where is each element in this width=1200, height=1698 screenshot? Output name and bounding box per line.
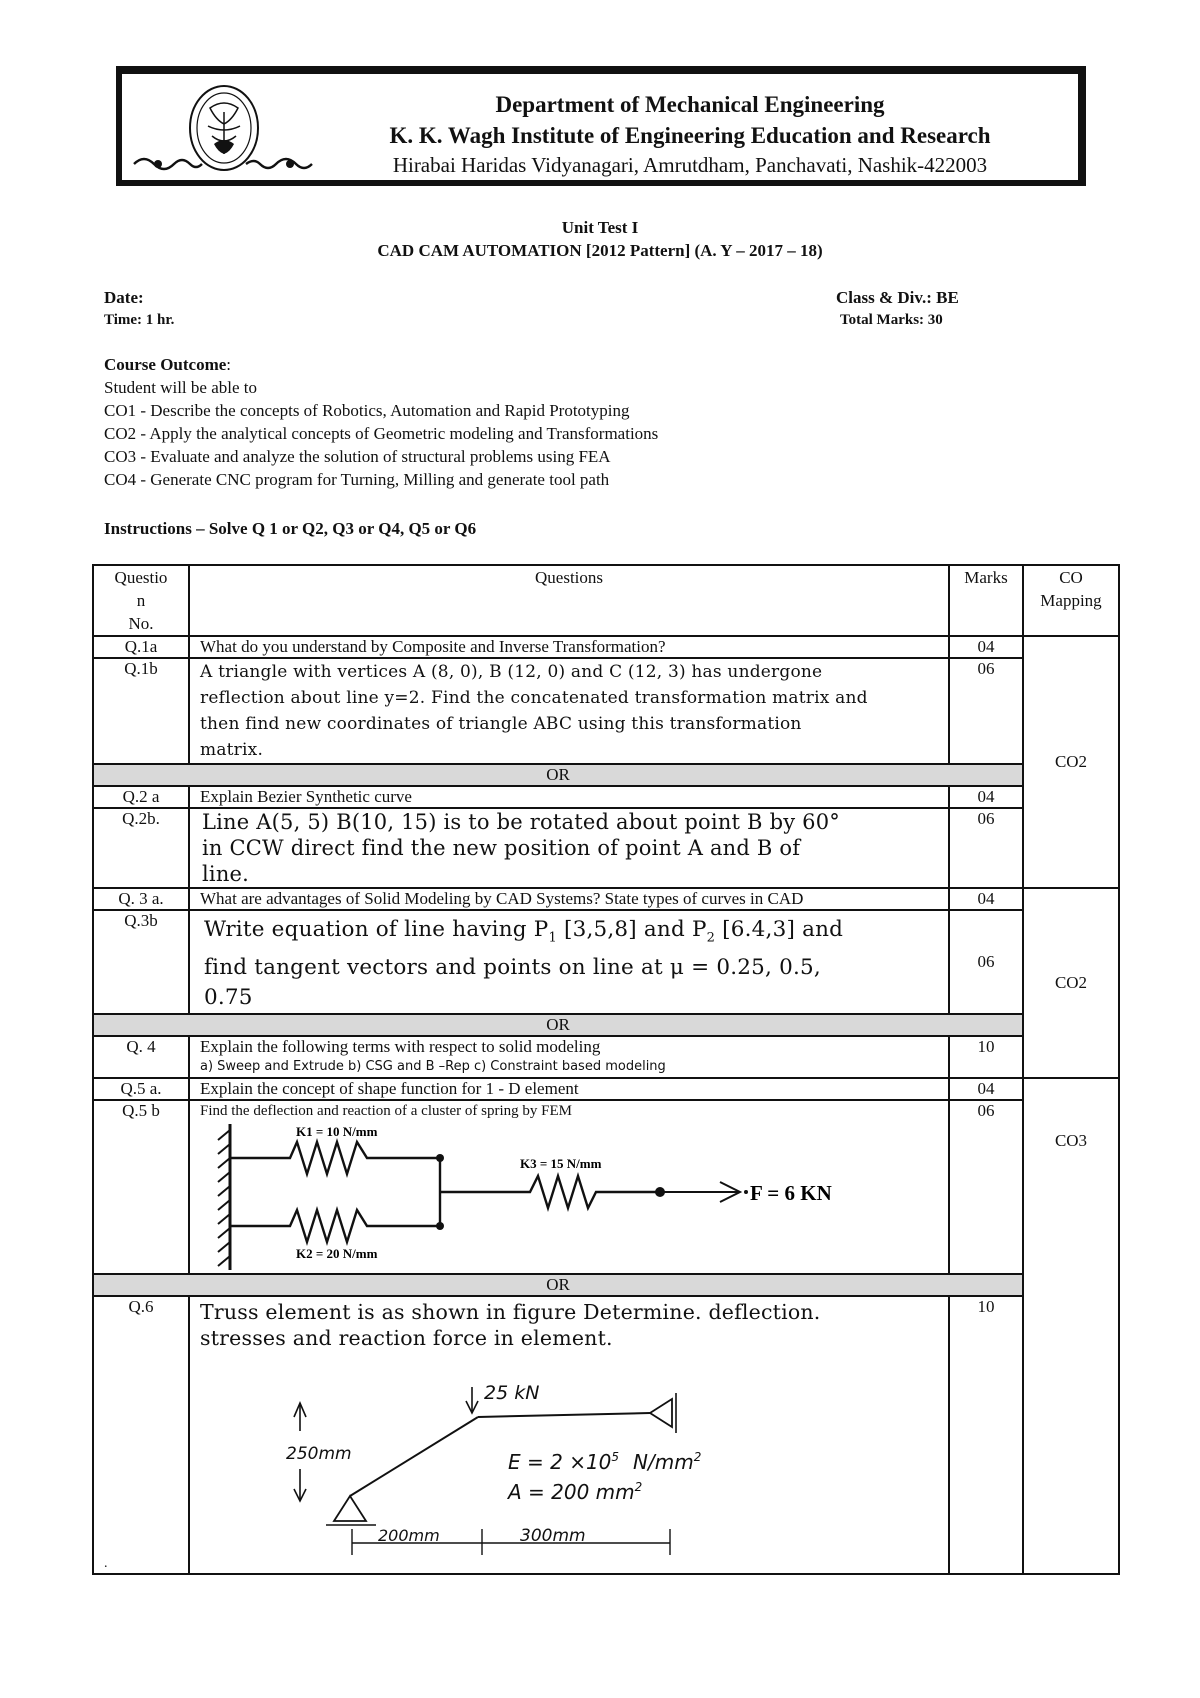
course-outcome-heading: Course Outcome: (104, 355, 232, 374)
time-label: Time: 1 hr. (104, 312, 175, 328)
institute-logo (128, 78, 318, 182)
date-label: Date: (104, 288, 144, 307)
exam-subject: CAD CAM AUTOMATION [2012 Pattern] (A. Y – 2017 – 18) (377, 241, 823, 260)
table-row: Q. 3 a. What are advantages of Solid Modeling by CAD Systems? State types of curves in CAD 04 CO2 (93, 888, 1119, 910)
co-mapping-cell: CO2 (1023, 888, 1119, 1078)
course-outcome-item: CO1 - Describe the concepts of Robotics, Automation and Rapid Prototyping (104, 401, 630, 420)
k3-label: K3 = 15 N/mm (520, 1156, 602, 1172)
course-outcome-intro: Student will be able to (104, 378, 257, 397)
or-row: OR (93, 1274, 1119, 1296)
department-name: Department of Mechanical Engineering (495, 92, 885, 117)
table-row: Q.1a What do you understand by Composite and Inverse Transformation? 04 CO2 (93, 636, 1119, 658)
k2-label: K2 = 20 N/mm (296, 1246, 378, 1262)
or-row: OR (93, 1014, 1119, 1036)
table-row: Q.5 b Find the deflection and reaction of a cluster of spring by FEM K1 = 10 N/mm K2 = 20 N/mm K3 = 15 N/mm F = 6 KN 06 (93, 1100, 1119, 1274)
co-mapping-cell: CO3 (1023, 1078, 1119, 1574)
table-row: Q.2b. Line A(5, 5) B(10, 15) is to be rotated about point B by 60° in CCW direct find the new position of point A and B of line. 06 (93, 808, 1119, 888)
spring-cluster-figure (200, 1120, 900, 1270)
exam-title: Unit Test I (561, 218, 639, 237)
question-3b-text: Write equation of line having $P_1$ [3,5,8] and $P_2$ [6.4,3] and find tangent vectors and points on line at μ = 0.25, 0.5, 0.75 (189, 910, 949, 1014)
or-row: OR (93, 764, 1119, 786)
header-questions: Questions (189, 565, 949, 636)
header-question-no: Questio n No. (93, 565, 189, 636)
height-label: 250mm (286, 1444, 352, 1465)
table-row: Q.3b Write equation of line having $P_1$ [3,5,8] and $P_2$ [6.4,3] and find tangent vectors and points on line at μ = 0.25, 0.5, 0.75 06 (93, 910, 1119, 1014)
institute-address: Hirabai Haridas Vidyanagari, Amrutdham, Panchavati, Nashik-422003 (392, 153, 988, 177)
dim-200-label: 200mm (378, 1526, 440, 1546)
force-label: F = 6 KN (750, 1181, 832, 1206)
header-marks: Marks (949, 565, 1023, 636)
marks-label: Total Marks: 30 (840, 312, 943, 328)
table-row: Q.2 a Explain Bezier Synthetic curve 04 (93, 786, 1119, 808)
header-co-mapping: CO Mapping (1023, 565, 1119, 636)
table-row: Q. 4 Explain the following terms with respect to solid modeling a) Sweep and Extrude b) CSG and B –Rep c) Constraint based modeling 10 (93, 1036, 1119, 1078)
table-header-row (93, 565, 1119, 636)
table-row: Q.5 a. Explain the concept of shape function for 1 - D element 04 CO3 (93, 1078, 1119, 1100)
truss-figure (200, 1351, 900, 1561)
table-row: Q.1b A triangle with vertices A (8, 0), B (12, 0) and C (12, 3) has undergone reflection about line y=2. Find the concatenated transformation matrix and then find new coordinates of triangle ABC using this transformation matrix. 06 (93, 658, 1119, 764)
course-outcome-item: CO4 - Generate CNC program for Turning, Milling and generate tool path (104, 470, 610, 489)
course-outcome-item: CO2 - Apply the analytical concepts of Geometric modeling and Transformations (104, 424, 659, 443)
modulus-label: $E = 2 \times 10^5$ $N/mm^2$ (508, 1450, 702, 1475)
instructions: Instructions – Solve Q 1 or Q2, Q3 or Q4, Q5 or Q6 (104, 519, 477, 538)
table-row: Q.6 Truss element is as shown in figure Determine. deflection. stresses and reaction force in element. 250mm 25 kN $E = 2 \times 10^5$ $N/mm^2$ A = 200 $mm^2$ 200mm 300mm 10 (93, 1296, 1119, 1574)
footer-mark: . (104, 1556, 108, 1571)
course-outcome-item: CO3 - Evaluate and analyze the solution of structural problems using FEA (104, 447, 611, 466)
dim-300-label: 300mm (520, 1526, 586, 1547)
class-label: Class & Div.: BE (836, 288, 959, 307)
co-mapping-cell: CO2 (1023, 636, 1119, 888)
question-table (92, 564, 1120, 1575)
k1-label: K1 = 10 N/mm (296, 1124, 378, 1140)
area-label: A = 200 $mm^2$ (508, 1480, 643, 1505)
load-label: 25 kN (484, 1382, 540, 1405)
institute-name: K. K. Wagh Institute of Engineering Education and Research (389, 123, 991, 148)
